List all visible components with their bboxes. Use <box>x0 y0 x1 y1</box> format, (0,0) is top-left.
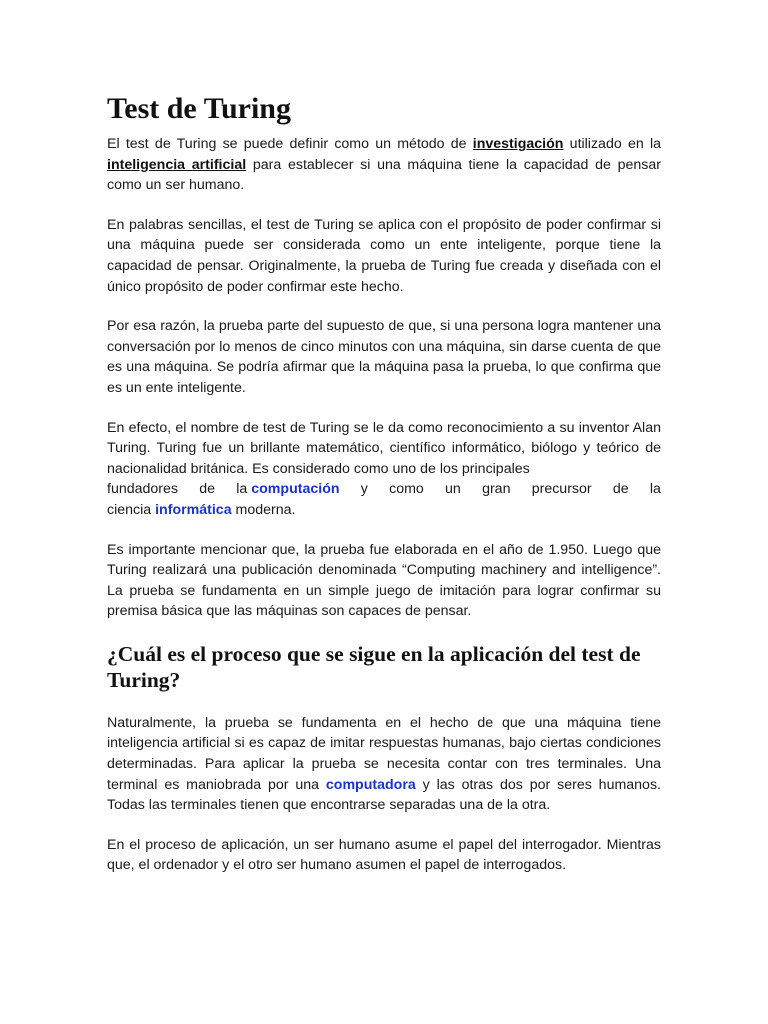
paragraph-text: ciencia <box>107 501 156 518</box>
link-investigacion[interactable]: investigación <box>472 136 564 152</box>
word: de <box>199 481 216 498</box>
link-computacion[interactable]: computación <box>251 481 340 498</box>
link-inteligencia-artificial[interactable]: inteligencia artificial <box>107 156 247 173</box>
paragraph-definition <box>107 134 661 196</box>
paragraph-inventor <box>107 418 661 521</box>
paragraph-reason: Por esa razón, la prueba parte del supuesto de que, si una persona logra mantener una conversación por lo menos de cinco minutos con una máquina, sin darse cuenta de que es una máquina. Se podría afirmar que la máquina pasa la prueba, lo que confirma que es un ente inteligente. <box>107 318 661 396</box>
phrase-la-computacion <box>236 479 339 500</box>
document-body <box>107 92 661 895</box>
word: la <box>236 481 248 498</box>
word: la <box>649 481 661 498</box>
paragraph-history: Es importante mencionar que, la prueba fue elaborada en el año de 1.950. Luego que Turing realizará una publicación denominada “Computing machinery and intelligence”. La prueba se fundamenta en un simple juego de imitación para lograr confirmar su premisa básica que las máquinas son capaces de pensar. <box>107 541 661 620</box>
paragraph-text: El test de Turing se puede definir como un método de <box>107 136 473 152</box>
paragraph-simple-words: En palabras sencillas, el test de Turing se aplica con el propósito de poder confirmar si una máquina puede ser considerada como un ente inteligente, porque tiene la capacidad de pensar. Originalmente, la prueba de Turing fue creada y diseñada con el único propósito de poder confirmar este hecho. <box>107 216 661 295</box>
word: un <box>445 481 461 498</box>
section-heading: ¿Cuál es el proceso que se sigue en la aplicación del test de Turing? <box>107 641 641 692</box>
word: de <box>612 481 629 498</box>
paragraph-text: y las otras dos por seres humanos. Todas las terminales tienen que encontrarse separadas una de la otra. <box>107 776 661 814</box>
paragraph-text: para establecer si una máquina tiene la capacidad de pensar como un ser humano. <box>107 156 662 194</box>
paragraph-process <box>107 713 661 816</box>
word: precursor <box>531 481 592 498</box>
link-computadora[interactable]: computadora <box>325 776 416 793</box>
word: y <box>360 481 368 498</box>
paragraph-line <box>107 479 661 500</box>
paragraph-text: Naturalmente, la prueba se fundamenta en el hecho de que una máquina tiene inteligencia artificial si es capaz de imitar respuestas humanas, bajo ciertas condiciones determinadas. Para aplicar la prueba se necesita contar con tres terminales. Una terminal es maniobrada por una <box>107 714 661 793</box>
paragraph-text: En efecto, el nombre de test de Turing se le da como reconocimiento a su inventor Alan Turing. Turing fue un brillante matemático, científico informático, biólogo y teórico de nacionalidad británica. Es considerado como uno de los principales <box>107 419 661 477</box>
word: gran <box>482 481 511 498</box>
page-title: Test de Turing <box>107 92 291 125</box>
paragraph-text: moderna. <box>231 501 296 518</box>
link-informatica[interactable]: informática <box>155 501 232 518</box>
paragraph-text: utilizado en la <box>563 136 661 152</box>
word: como <box>389 481 424 498</box>
word: fundadores <box>107 481 178 498</box>
paragraph-line <box>107 500 661 521</box>
paragraph-application: En el proceso de aplicación, un ser humano asume el papel del interrogador. Mientras que, el ordenador y el otro ser humano asumen el papel de interrogados. <box>107 836 661 874</box>
